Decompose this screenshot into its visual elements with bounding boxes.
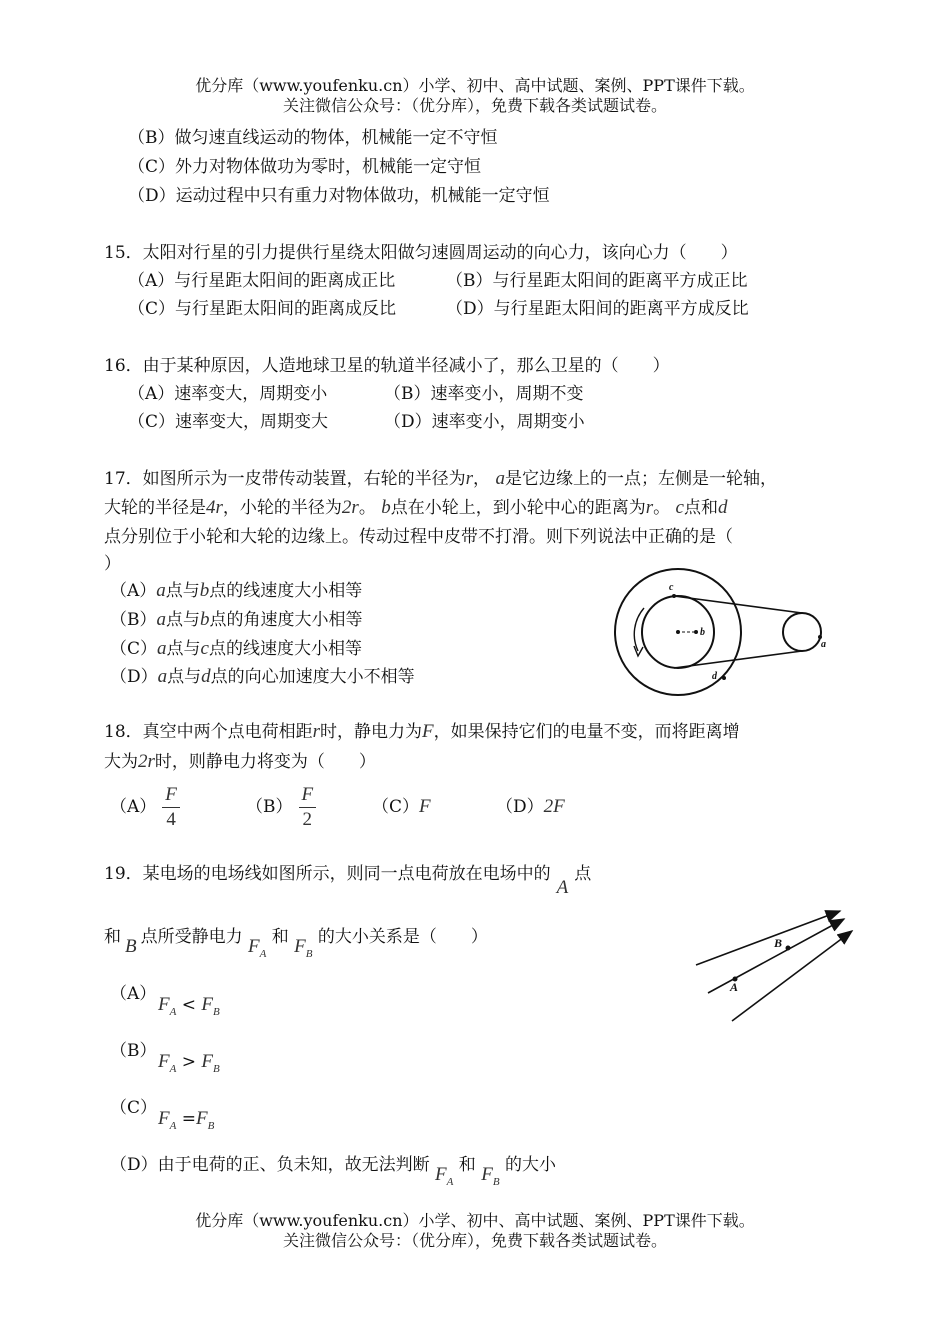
- q17-option-a: （A）a点与b点的线速度大小相等: [110, 580, 363, 601]
- q14-option-b: （B）做匀速直线运动的物体，机械能一定不守恒: [128, 128, 498, 148]
- footer-line-2: 关注微信公众号：（优分库），免费下载各类试题试卷。: [282, 1231, 667, 1250]
- fraction-f-over-2: $\frac{F}{2}$: [299, 783, 317, 832]
- label-a: A: [730, 980, 739, 994]
- q19-option-a-expr: $F_A < F_B$: [158, 994, 220, 1018]
- belt-drive-figure: [606, 566, 846, 706]
- q19-option-b-label: （B）: [110, 1041, 157, 1061]
- q15-stem: 15．太阳对行星的引力提供行星绕太阳做匀速圆周运动的向心力，该向心力（ ）: [104, 243, 738, 263]
- q17-option-d: （D）a点与d点的向心加速度大小不相等: [110, 666, 415, 687]
- q18-stem-line-2: 大为2r时，则静电力将变为（ ）: [104, 751, 376, 772]
- q17-option-c: （C）a点与c点的线速度大小相等: [110, 638, 362, 659]
- q19-option-c-expr: $F_A =F_B$: [158, 1108, 215, 1132]
- q17-stem-line-2: 大轮的半径是4r，小轮的半径为2r。 b点在小轮上，到小轮中心的距离为r。 c点和d: [104, 497, 728, 518]
- q16-option-b: （B）速率变小，周期不变: [384, 384, 584, 404]
- field-lines-figure: [690, 905, 860, 1025]
- right-wheel: [783, 613, 821, 651]
- q15-option-d: （D）与行星距太阳间的距离平方成反比: [446, 299, 749, 319]
- q19-stem-line-2: 和 B 点所受静电力 $F_A$ 和 $F_B$ 的大小关系是（ ）: [104, 927, 488, 960]
- q17-option-b: （B）a点与b点的角速度大小相等: [110, 609, 363, 630]
- q16-option-c: （C）速率变大，周期变大: [128, 412, 329, 432]
- header-line-2: 关注微信公众号：（优分库），免费下载各类试题试卷。: [282, 96, 667, 115]
- q18-option-d: （D）2F: [496, 796, 565, 817]
- label-b: B: [774, 936, 783, 950]
- point-c: [672, 594, 676, 598]
- q15-option-c: （C）与行星距太阳间的距离成反比: [128, 299, 397, 319]
- q16-stem: 16．由于某种原因，人造地球卫星的轨道半径减小了，那么卫星的（ ）: [104, 356, 670, 376]
- q19-option-d: （D）由于电荷的正、负未知，故无法判断 $F_A$ 和 $F_B$ 的大小: [110, 1155, 556, 1188]
- rotation-arrowhead: [634, 646, 643, 656]
- q19-option-c-label: （C）: [110, 1098, 158, 1118]
- q17-stem-line-1: 17．如图所示为一皮带传动装置，右轮的半径为r， a是它边缘上的一点；左侧是一轮轴，: [104, 468, 777, 489]
- q17-stem-line-4: ）: [104, 554, 121, 574]
- label-d: d: [712, 671, 717, 682]
- point-b: [694, 630, 698, 634]
- fraction-f-over-4: $\frac{F}{4}$: [162, 783, 180, 832]
- q17-stem-line-3: 点分别位于小轮和大轮的边缘上。传动过程中皮带不打滑。则下列说法中正确的是（: [104, 527, 733, 547]
- footer-line-1: 优分库（www.youfenku.cn）小学、初中、高中试题、案例、PPT课件下载。: [195, 1211, 755, 1230]
- q14-option-c: （C）外力对物体做功为零时，机械能一定守恒: [128, 157, 482, 177]
- q14-option-d: （D）运动过程中只有重力对物体做功，机械能一定守恒: [128, 186, 550, 206]
- q19-option-a-label: （A）: [110, 984, 157, 1004]
- q18-option-b: （B） $\frac{F}{2}$: [246, 780, 316, 834]
- label-b: b: [700, 627, 705, 638]
- q16-option-a: （A）速率变大，周期变小: [128, 384, 328, 404]
- label-c: c: [669, 582, 674, 593]
- header-line-1: 优分库（www.youfenku.cn）小学、初中、高中试题、案例、PPT课件下载。: [195, 76, 755, 95]
- q18-stem-line-1: 18．真空中两个点电荷相距r时，静电力为F，如果保持它们的电量不变，而将距离增: [104, 721, 740, 742]
- label-a: a: [821, 639, 826, 650]
- point-b: [786, 946, 791, 951]
- q18-option-c: （C）F: [372, 796, 431, 817]
- q16-option-d: （D）速率变小，周期变小: [384, 412, 585, 432]
- q19-stem-line-1: 19．某电场的电场线如图所示，则同一点电荷放在电场中的A点: [104, 864, 592, 898]
- wheel-center: [676, 630, 680, 634]
- point-d: [722, 676, 726, 680]
- field-line-2: [708, 919, 844, 993]
- q15-option-a: （A）与行星距太阳间的距离成正比: [128, 271, 396, 291]
- q15-option-b: （B）与行星距太阳间的距离平方成正比: [446, 271, 748, 291]
- q18-option-a: （A） $\frac{F}{4}$: [110, 780, 180, 834]
- q19-option-b-expr: $F_A > F_B$: [158, 1051, 220, 1075]
